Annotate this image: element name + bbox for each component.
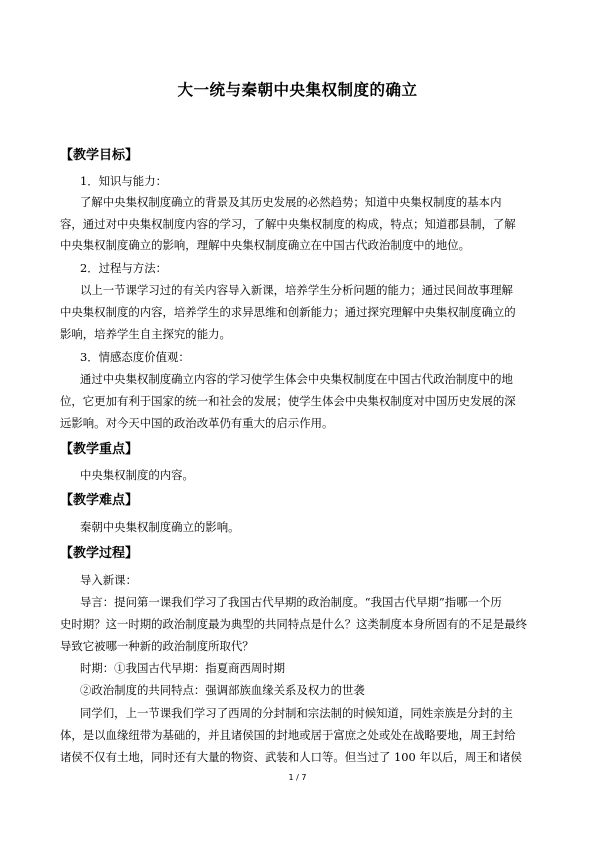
text-line: 导入新课： — [80, 573, 137, 587]
text-line: 导言：提问第一课我们学习了我国古代早期的政治制度。“我国古代早期”指哪一个历 — [80, 595, 502, 609]
section-heading-difficulties: 【教学难点】 — [60, 493, 139, 508]
text-line: 史时期？这一时期的政治制度最为典型的共同特点是什么？这类制度本身所固有的不足是最终 — [60, 617, 528, 631]
text-line: 以上一节课学习过的有关内容导入新课，培养学生分析问题的能力；通过民间故事理解 — [80, 283, 513, 297]
text-line: 了解中央集权制度确立的背景及其历史发展的必然趋势；知道中央集权制度的基本内 — [80, 195, 502, 209]
section-heading-process: 【教学过程】 — [60, 546, 139, 561]
text-line: 体，是以血缘纽带为基础的，并且诸侯国的封地或居于富庶之处或处在战略要地，周王封给 — [60, 728, 516, 742]
text-line: 秦朝中央集权制度确立的影响。 — [80, 520, 240, 534]
text-line: 诸侯不仅有土地，同时还有大量的物资、武装和人口等。但当过了 100 年以后，周王和诸侯 — [60, 750, 522, 764]
text-line: 容，通过对中央集权制度内容的学习，了解中央集权制度的构成，特点；知道郡县制，了解 — [60, 217, 516, 231]
text-line: 通过中央集权制度确立内容的学习使学生体会中央集权制度在中国古代政治制度中的地 — [80, 372, 513, 386]
text-line: 影响，培养学生自主探究的能力。 — [60, 327, 231, 341]
text-line: 同学们，上一节课我们学习了西周的分封制和宗法制的时候知道，同姓亲族是分封的主 — [80, 706, 513, 720]
text-line: 远影响。对今天中国的政治改革仍有重大的启示作用。 — [60, 416, 334, 430]
text-line: 2．过程与方法： — [80, 261, 167, 275]
text-line: 位，它更加有利于国家的统一和社会的发展；使学生体会中央集权制度对中国历史发展的深 — [60, 394, 516, 408]
section-heading-key-points: 【教学重点】 — [60, 442, 139, 457]
text-line: 导致它被哪一种新的政治制度所取代？ — [60, 639, 254, 653]
text-line: 中央集权制度的内容。 — [80, 468, 194, 482]
text-line: 3．情感态度价值观： — [80, 350, 190, 364]
text-line: 1．知识与能力： — [80, 174, 167, 188]
text-line: 时期：①我国古代早期：指夏商西周时期 — [80, 661, 286, 675]
page-title: 大一统与秦朝中央集权制度的确立 — [177, 81, 418, 99]
page-number: 1 / 7 — [288, 773, 307, 782]
text-line: 中央集权制度的内容，培养学生的求异思维和创新能力；通过探究理解中央集权制度确立的 — [60, 305, 516, 319]
text-line: ②政治制度的共同特点：强调部族血缘关系及权力的世袭 — [80, 683, 365, 697]
text-line: 中央集权制度确立的影响，理解中央集权制度确立在中国古代政治制度中的地位。 — [60, 238, 471, 252]
section-heading-objectives: 【教学目标】 — [60, 148, 139, 163]
